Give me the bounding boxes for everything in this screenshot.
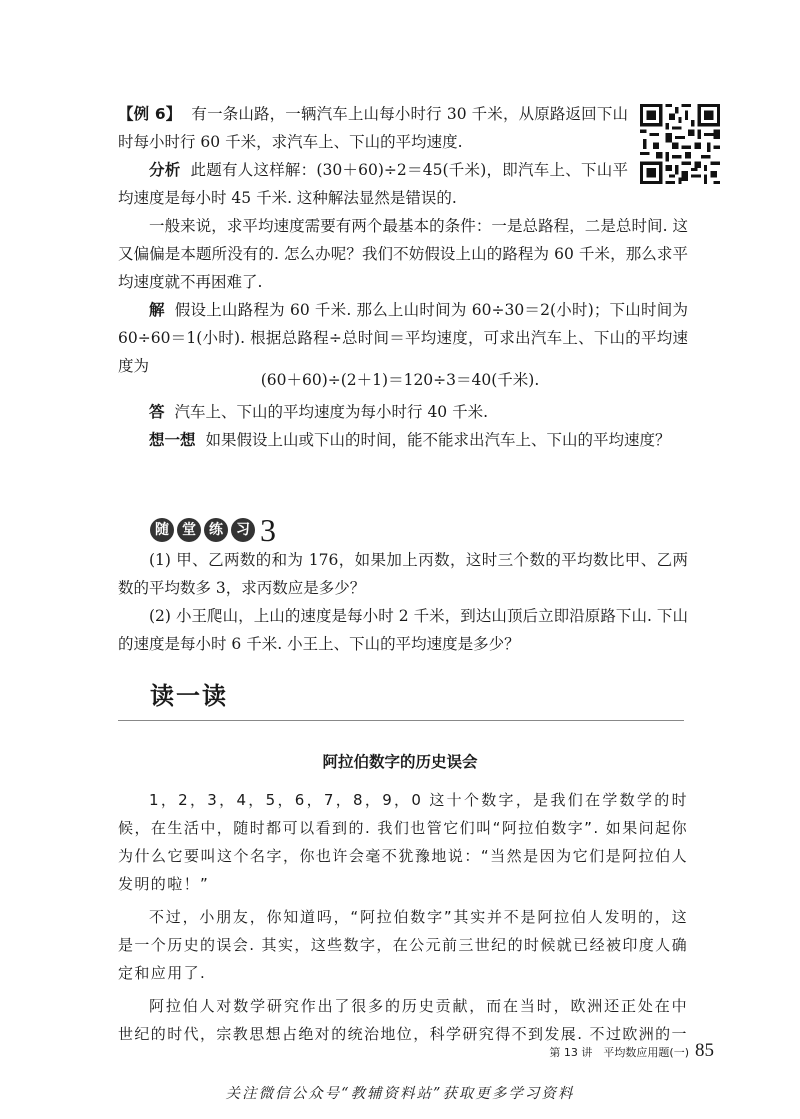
answer-block: [118, 398, 688, 454]
qr-code-icon[interactable]: [640, 104, 720, 184]
chapter-label: 第 13 讲 平均数应用题(一): [549, 1046, 689, 1059]
analysis-paragraph: [118, 156, 628, 212]
analysis-label: 分析: [149, 161, 181, 179]
watermark-text: 关注微信公众号“教辅资料站”获取更多学习资料: [225, 1086, 575, 1102]
article-title: 阿拉伯数字的历史误会: [322, 753, 478, 771]
answer-text: 汽车上、下山的平均速度为每小时行 40 千米.: [174, 403, 489, 421]
practice-number: 3: [260, 512, 276, 548]
article-paragraph-3: 阿拉伯人对数学研究作出了很多的历史贡献，而在当时，欧洲还正处在中世纪的时代，宗教思想占绝对的统治地位，科学研究得不到发展. 不过欧洲的一: [118, 997, 688, 1043]
example-problem: [118, 100, 628, 156]
article-body: [118, 786, 688, 1048]
analysis-continuation-block: [118, 212, 688, 380]
practice-char-4: 习: [231, 518, 255, 542]
practice-questions: [118, 546, 688, 658]
practice-char-3: 练: [204, 518, 228, 542]
article-paragraph-1: 1，2，3，4，5，6，7，8，9，0 这十个数字，是我们在学数学的时候，在生活中，随时都可以看到的. 我们也管它们叫“阿拉伯数字”. 如果问起你为什么它要叫这个名字，你也许会毫不犹豫地说：“当然是因为它们是阿拉伯人发明的啦！”: [118, 791, 688, 893]
article-paragraph-2: 不过，小朋友，你知道吗，“阿拉伯数字”其实并不是阿拉伯人发明的，这是一个历史的误会. 其实，这些数字，在公元前三世纪的时候就已经被印度人确定和应用了.: [118, 908, 688, 982]
analysis-text: 此题有人这样解：(30＋60)÷2＝45(千米)，即汽车上、下山平均速度是每小时 45 千米. 这种解法显然是错误的.: [118, 161, 628, 207]
practice-char-1: 随: [150, 518, 174, 542]
think-text: 如果假设上山或下山的时间，能不能求出汽车上、下山的平均速度？: [205, 431, 671, 449]
example-problem-text: 有一条山路，一辆汽车上山每小时行 30 千米，从原路返回下山时每小时行 60 千米，求汽车上、下山的平均速度.: [118, 105, 628, 151]
page-footer: [549, 1040, 714, 1062]
answer-paragraph: [118, 398, 688, 426]
example-label: 【例 6】: [118, 105, 182, 123]
practice-question-2: (2) 小王爬山，上山的速度是每小时 2 千米，到达山顶后立即沿原路下山. 下山的速度是每小时 6 千米. 小王上、下山的平均速度是多少？: [118, 607, 688, 653]
analysis-continuation: 一般来说，求平均速度需要有两个最基本的条件：一是总路程，二是总时间. 这又偏偏是本题所没有的. 怎么办呢？我们不妨假设上山的路程为 60 千米，那么求平均速度就不再困难了.: [118, 217, 688, 291]
answer-label: 答: [149, 403, 165, 421]
solution-label: 解: [149, 301, 165, 319]
practice-char-2: 堂: [177, 518, 201, 542]
think-label: 想一想: [149, 431, 196, 449]
solution-text: 假设上山路程为 60 千米. 那么上山时间为 60÷30＝2(小时)；下山时间为 60÷60＝1(小时). 根据总路程÷总时间＝平均速度，可求出汽车上、下山的平均速度为: [118, 301, 688, 375]
practice-question-1: (1) 甲、乙两数的和为 176，如果加上丙数，这时三个数的平均数比甲、乙两数的平均数多 3，求丙数应是多少？: [118, 551, 688, 597]
example-6-block: [118, 100, 628, 212]
solution-formula: (60＋60)÷(2＋1)＝120÷3＝40(千米).: [260, 371, 540, 389]
section-divider: [118, 720, 684, 721]
practice-heading: [150, 512, 276, 548]
think-paragraph: [118, 426, 688, 454]
reading-section-title: 读一读: [150, 682, 228, 710]
page-number: 85: [695, 1040, 714, 1061]
